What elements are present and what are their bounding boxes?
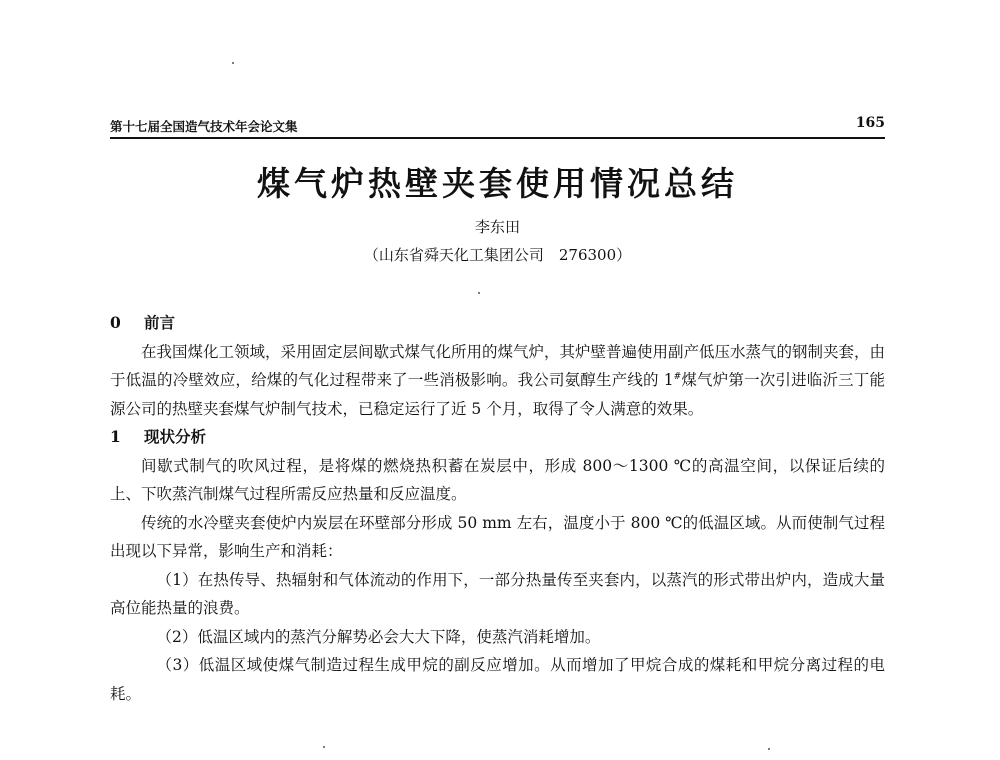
section-number: 1 <box>110 427 121 446</box>
scan-speck <box>323 746 325 748</box>
section-number: 0 <box>110 313 121 332</box>
paragraph-text: 在我国煤化工领域，采用固定层间歇式煤气化所用的煤气炉，其炉壁普遍使用副产低压水蒸气的钢制夹套，由于低温的冷壁效应，给煤的气化过程带来了一些消极影响。我公司氨醇生产线的 1 <box>110 342 886 389</box>
article-body <box>110 309 885 708</box>
section-title: 现状分析 <box>144 427 207 446</box>
running-header <box>110 115 885 139</box>
author-name: 李东田 <box>474 218 520 236</box>
list-item: （1）在热传导、热辐射和气体流动的作用下，一部分热量传至夹套内，以蒸汽的形式带出炉内，造成大量高位能热量的浪费。 <box>110 570 885 617</box>
scan-speck <box>232 62 234 64</box>
superscript-mark: # <box>673 372 682 382</box>
paragraph: 间歇式制气的吹风过程，是将煤的燃烧热积蓄在炭层中，形成 800～1300 ℃的高温空间，以保证后续的上、下吹蒸汽制煤气过程所需反应热量和反应温度。 <box>110 456 885 503</box>
paragraph: 传统的水冷壁夹套使炉内炭层在环壁部分形成 50 mm 左右，温度小于 800 ℃的低温区域。从而使制气过程出现以下异常，影响生产和消耗： <box>110 513 885 560</box>
section-heading-foreword <box>110 309 885 338</box>
scan-speck <box>768 748 770 750</box>
section-heading-status-analysis <box>110 423 885 452</box>
author-affiliation: （山东省舜天化工集团公司 276300） <box>363 246 632 264</box>
list-item: （3）低温区域使煤气制造过程生成甲烷的副反应增加。从而增加了甲烷合成的煤耗和甲烷分离过程的电耗。 <box>110 656 885 703</box>
paragraph-text: 煤气炉第一次引进临沂三丁能源公司的热壁夹套煤气炉制气技术，已稳定运行了近 5 个月，取得了令人满意的效果。 <box>110 371 885 418</box>
scan-speck <box>478 292 480 294</box>
paragraph <box>110 338 885 424</box>
list-item: （2）低温区域内的蒸汽分解势必会大大下降，使蒸汽消耗增加。 <box>156 627 601 646</box>
proceedings-title: 第十七届全国造气技术年会论文集 <box>110 119 298 134</box>
article-title: 煤气炉热壁夹套使用情况总结 <box>257 164 738 203</box>
section-title: 前言 <box>144 313 176 332</box>
page-number: 165 <box>855 115 885 131</box>
